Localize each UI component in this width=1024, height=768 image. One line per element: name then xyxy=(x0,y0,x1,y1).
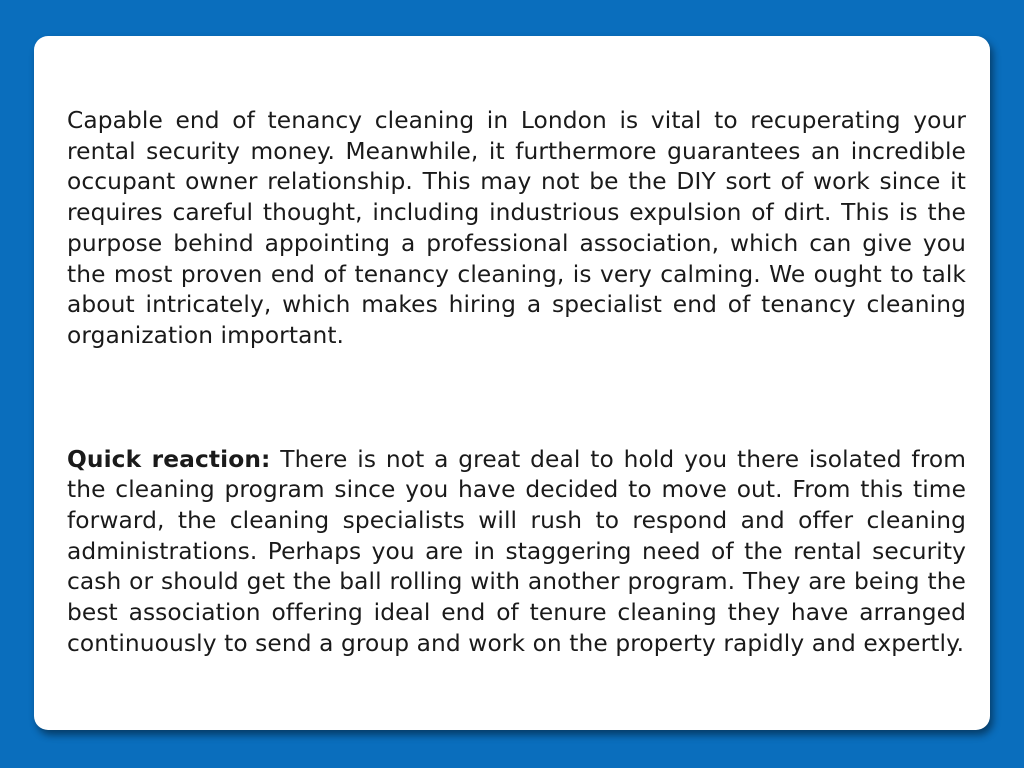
intro-paragraph: Capable end of tenancy cleaning in London is vital to recuperating your rental security money. Meanwhile, it furthermore guarantees an incredible occupant owner relationship. This may not be the DIY sort of work since it requires careful thought, including industrious expulsion of dirt. This is the purpose behind appointing a professional association, which can give you the most proven end of tenancy cleaning, is very calming. We ought to talk about intricately, which makes hiring a specialist end of tenancy cleaning organization important. xyxy=(67,107,966,349)
content-card xyxy=(34,36,990,730)
quick-reaction-heading: Quick reaction: xyxy=(67,445,271,473)
quick-reaction-body: There is not a great deal to hold you there isolated from the cleaning program since you have decided to move out. From this time forward, the cleaning specialists will rush to respond and offer cleaning administrations. Perhaps you are in staggering need of the rental security cash or should get the ball rolling with another program. They are being the best association offering ideal end of tenure cleaning they have arranged continuously to send a group and work on the property rapidly and expertly. xyxy=(67,445,967,657)
quick-reaction-paragraph xyxy=(67,445,966,660)
